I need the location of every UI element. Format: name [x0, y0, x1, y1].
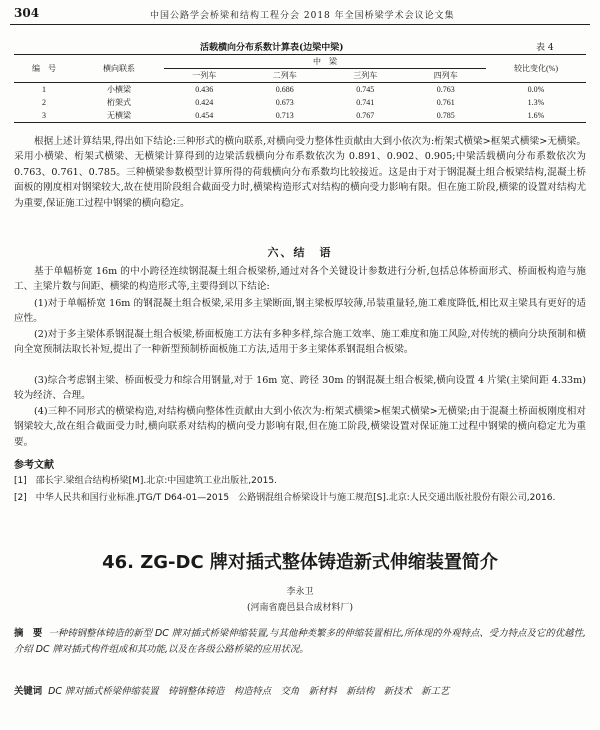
conclusion-item-1: (1)对于单幅桥宽 16m 的钢混凝土组合板梁,采用多主梁断面,钢主梁板厚较薄,吊装重量轻,施工难度降低,相比双主梁具有更好的适应性。 — [14, 298, 586, 325]
cell-type: 无横梁 — [107, 111, 131, 120]
cell-index: 3 — [42, 111, 46, 120]
conclusion-item-4: (4)三种不同形式的横梁构造,对结构横向整体性贡献由大到小依次为:桁架式横梁>框架式横梁>无横梁;由于混凝土桥面板刚度相对钢梁较大,故在组合截面受力时,横向联系对结构的横向受力影响有限,但在施工阶段,横梁设置对保证施工过程中钢梁的横向稳定尤为重要。 — [14, 406, 586, 448]
col-change-header: 较比变化(%) — [514, 64, 558, 73]
abstract — [14, 626, 586, 658]
article-author: 李永卫 — [286, 587, 314, 597]
keywords — [14, 684, 586, 700]
cell-c1: 0.436 — [195, 85, 214, 94]
cell-c3: 0.741 — [356, 98, 375, 107]
table-row — [14, 83, 586, 97]
keywords-text: DC 牌对插式桥梁伸缩装置 铸钢整体铸造 构造特点 交角 新材料 新结构 新技术 新工艺 — [48, 686, 450, 697]
references-title: 参考文献 — [14, 460, 54, 471]
col-c2-header: 二列车 — [272, 71, 297, 80]
cell-c2: 0.713 — [275, 111, 294, 120]
cell-c1: 0.424 — [195, 98, 214, 107]
cell-c2: 0.673 — [275, 98, 294, 107]
conclusion-paragraph: 根据上述计算结果,得出如下结论:三种形式的横向联系,对横向受力整体性贡献由大到小依次为:桁架式横梁>框架式横梁>无横梁。采用小横梁、桁架式横梁、无横梁计算得到的边梁活载横向分布系数依次为 0.891、0.902、0.905;中梁活载横向分布系数依次为 0.763、0.761、0.785。三种横梁参数模型计算所得的荷载横向分布系数均比较接近。这是由于对于钢混凝土组合板梁结构,混凝土桥面板的刚度相对钢梁较大,故在使用阶段组合截面受力时,横梁构造形式对结构的横向受力影响有限。但在施工阶段,横梁的设置对结构尤为重要,保证施工过程中钢梁的横向稳定。 — [14, 136, 586, 209]
cell-c3: 0.745 — [356, 85, 375, 94]
cell-type: 小横梁 — [107, 85, 131, 94]
table-row — [14, 96, 586, 109]
cell-index: 2 — [42, 98, 46, 107]
reference-item: [1] 邵长宇.梁组合结构桥梁[M].北京:中国建筑工业出版社,2015. — [14, 476, 277, 486]
article-title: 46. ZG-DC 牌对插式整体铸造新式伸缩装置简介 — [102, 552, 498, 573]
table-row — [14, 109, 586, 123]
page-number: 304 — [14, 6, 40, 20]
col-c1-header: 一列车 — [192, 71, 217, 80]
distribution-table — [14, 54, 586, 123]
section-title: 六、结 语 — [267, 246, 333, 259]
cell-c4: 0.785 — [436, 111, 455, 120]
keywords-label: 关键词 — [14, 686, 43, 697]
cell-c4: 0.761 — [436, 98, 455, 107]
col-c3-header: 三列车 — [353, 71, 378, 80]
conclusion-item-2: (2)对于多主梁体系钢混凝土组合板梁,桥面板施工方法有多种多样,综合施工效率、施工难度和施工风险,对传统的横向分块预制和横向全宽预制法取长补短,提出了一种新型预制桥面板施工方法,适用于多主梁体系钢混组合板梁。 — [14, 329, 586, 356]
article-affiliation: (河南省鹿邑县合成材料厂) — [246, 603, 354, 613]
abstract-label: 摘 要 — [14, 628, 43, 639]
col-c4-header: 四列车 — [433, 71, 458, 80]
cell-c1: 0.454 — [195, 111, 214, 120]
cell-c2: 0.686 — [275, 85, 294, 94]
table-number: 表 4 — [536, 43, 554, 53]
conclusion-item-3: (3)综合考虑钢主梁、桥面板受力和综合用钢量,对于 16m 宽、跨径 30m 的钢混凝土组合板梁,横向设置 4 片梁(主梁间距 4.33m)较为经济、合理。 — [14, 375, 586, 402]
header-rule — [10, 24, 590, 25]
col-index-header: 编 号 — [32, 64, 56, 73]
reference-item: [2] 中华人民共和国行业标准.JTG/T D64-01—2015 公路钢混组合桥梁设计与施工规范[S].北京:人民交通出版社股份有限公司,2016. — [14, 493, 556, 503]
col-type-header: 横向联系 — [103, 64, 135, 73]
running-header: 中国公路学会桥梁和结构工程分会 2018 年全国桥梁学术会议论文集 — [150, 11, 455, 21]
cell-index: 1 — [42, 85, 46, 94]
cell-c4: 0.763 — [436, 85, 455, 94]
table-caption: 活载横向分布系数计算表(边梁中梁) — [200, 43, 344, 53]
cell-change: 0.0% — [527, 85, 545, 94]
cell-change: 1.6% — [527, 111, 545, 120]
abstract-text: 一种铸钢整体铸造的新型 DC 牌对插式桥梁伸缩装置,与其他种类繁多的伸缩装置相比,所体现的外观特点、受力特点及它的优越性,介绍 DC 牌对插式构件组成和其功能,以及在各级公路桥梁的应用状况。 — [14, 628, 586, 655]
cell-change: 1.3% — [527, 98, 545, 107]
cell-c3: 0.767 — [356, 111, 375, 120]
col-group-header: 中 梁 — [164, 55, 486, 69]
summary-intro: 基于单幅桥宽 16m 的中小跨径连续钢混凝土组合板梁桥,通过对各个关键设计参数进行分析,包括总体桥面形式、桥面板构造与施工、主梁片数与间距、横梁的构造形式等,主要得到以下结论: — [14, 266, 586, 293]
cell-type: 桁架式 — [107, 98, 131, 107]
